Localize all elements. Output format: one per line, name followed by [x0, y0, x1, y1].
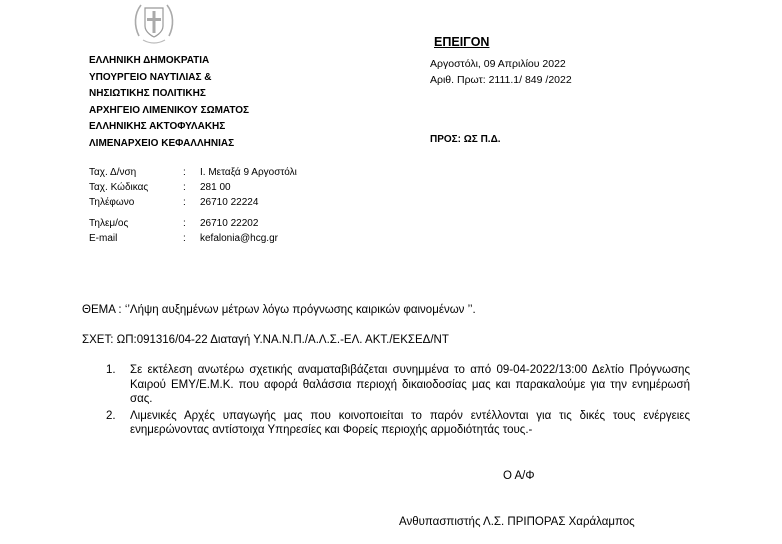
subject-line: ΘΕΜΑ : ‘’Λήψη αυξημένων μέτρων λόγω πρόγνωσης καιρικών φαινομένων ’’.	[82, 304, 476, 316]
authority-line: ΕΛΛΗΝΙΚΗΣ ΑΚΤΟΦΥΛΑΚΗΣ	[89, 121, 226, 133]
email-value: kefalonia@hcg.gr	[200, 233, 278, 244]
list-item	[106, 409, 690, 438]
phone-value: 26710 22224	[200, 197, 259, 208]
date-line: Αργοστόλι, 09 Απριλίου 2022	[430, 58, 566, 70]
authority-line: ΥΠΟΥΡΓΕΙΟ ΝΑΥΤΙΛΙΑΣ &	[89, 71, 212, 83]
reference-line: ΣΧΕΤ: ΩΠ:091316/04-22 Διαταγή Υ.ΝΑ.Ν.Π./Α.Λ.Σ.-ΕΛ. ΑΚΤ./ΕΚΣΕΔ/ΝΤ	[82, 334, 449, 346]
separator: :	[183, 167, 186, 178]
urgency-label: ΕΠΕΙΓΟΝ	[434, 35, 490, 49]
fax-label: Τηλεμ/ος	[89, 218, 129, 229]
item-text: Σε εκτέλεση ανωτέρω σχετικής αναματαβιβάζεται συνημμένα το από 09-04-2022/13:00 Δελτίο Πρόγνωσης Καιρού ΕΜΥ/Ε.Μ.Κ. που αφορά θαλάσσια περιοχή δικαιοδοσίας μας και παρακαλούμε για την ενημέρωσή σας.	[130, 364, 690, 405]
postcode-label: Ταχ. Κώδικας	[89, 182, 149, 193]
email-label: E-mail	[89, 233, 118, 244]
address-value: Ι. Μεταξά 9 Αργοστόλι	[200, 167, 297, 178]
fax-value: 26710 22202	[200, 218, 259, 229]
address-label: Ταχ. Δ/νση	[89, 167, 137, 178]
authority-line: ΝΗΣΙΩΤΙΚΗΣ ΠΟΛΙΤΙΚΗΣ	[89, 88, 206, 100]
numbered-paragraphs	[106, 363, 690, 440]
authority-line: ΑΡΧΗΓΕΙΟ ΛΙΜΕΝΙΚΟΥ ΣΩΜΑΤΟΣ	[89, 104, 250, 116]
item-number: 2.	[106, 409, 116, 422]
authority-line: ΛΙΜΕΝΑΡΧΕΙΟ ΚΕΦΑΛΛΗΝΙΑΣ	[89, 137, 235, 149]
signer-name: Ανθυπασπιστής Λ.Σ. ΠΡΙΠΟΡΑΣ Χαράλαμπος	[399, 516, 635, 528]
greek-coat-of-arms-icon	[131, 0, 177, 46]
authority-line: ΕΛΛΗΝΙΚΗ ΔΗΜΟΚΡΑΤΙΑ	[89, 55, 210, 66]
list-item	[106, 363, 690, 407]
separator: :	[183, 218, 186, 229]
separator: :	[183, 197, 186, 208]
on-behalf-label: Ο Α/Φ	[503, 470, 535, 482]
separator: :	[183, 182, 186, 193]
date-protocol-block	[430, 56, 572, 88]
item-text: Λιμενικές Αρχές υπαγωγής μας που κοινοποιείται το παρόν εντέλλονται για τις δικές τους ενέργειες ενημερώνοντας αντίστοιχα Υπηρεσίες και Φορείς περιοχής αρμοδιότητάς τους.-	[130, 409, 690, 436]
issuing-authority	[89, 53, 249, 153]
item-number: 1.	[106, 364, 116, 376]
recipient: ΠΡΟΣ: ΩΣ Π.Δ.	[430, 134, 501, 145]
postcode-value: 281 00	[200, 182, 231, 193]
phone-label: Τηλέφωνο	[89, 197, 135, 208]
separator: :	[183, 233, 186, 244]
protocol-line: Αριθ. Πρωτ: 2111.1/ 849 /2022	[430, 74, 572, 86]
